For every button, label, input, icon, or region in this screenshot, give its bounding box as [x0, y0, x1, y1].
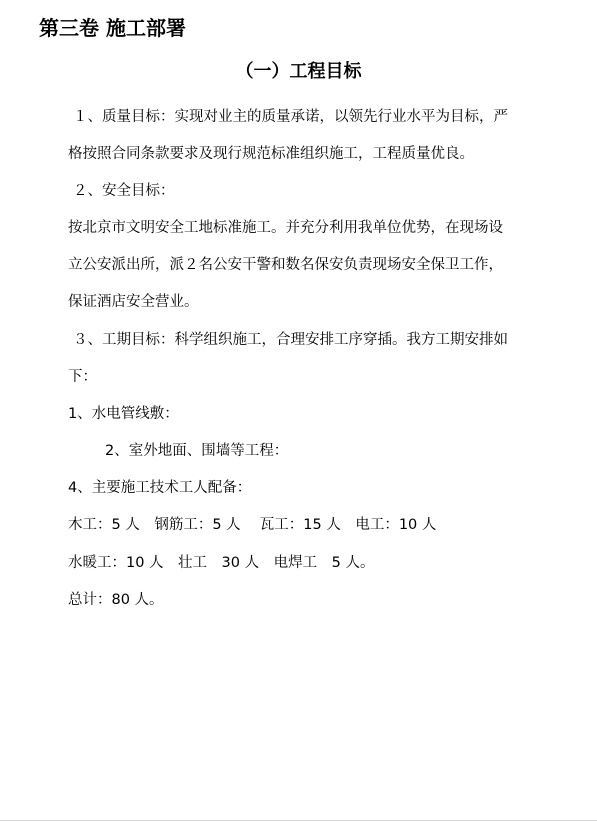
- page-divider: [0, 820, 597, 821]
- volume-title: 第三卷 施工部署: [39, 16, 186, 40]
- schedule-goal-line-2: 下：: [68, 369, 97, 385]
- workforce-heading: 4、主要施工技术工人配备：: [68, 480, 252, 496]
- schedule-item-2: 2、室外地面、围墙等工程：: [105, 443, 289, 459]
- workforce-total: 总计：80 人。: [68, 592, 164, 608]
- quality-goal-line-1: １、质量目标：实现对业主的质量承诺，以领先行业水平为目标，严: [73, 109, 508, 125]
- safety-goal-heading: ２、安全目标：: [73, 183, 175, 199]
- workforce-line-1: 木工：5 人 钢筋工：5 人 瓦工：15 人 电工：10 人: [68, 517, 437, 533]
- quality-goal-line-2: 格按照合同条款要求及现行规范标准组织施工，工程质量优良。: [68, 146, 474, 162]
- safety-goal-line-2: 立公安派出所，派２名公安干警和数名保安负责现场安全保卫工作，: [68, 257, 503, 273]
- workforce-line-2: 水暖工：10 人 壮工 30 人 电焊工 5 人。: [68, 555, 375, 571]
- schedule-item-1: 1、水电管线敷：: [68, 406, 179, 422]
- safety-goal-line-3: 保证酒店安全营业。: [68, 294, 199, 310]
- schedule-goal-line-1: ３、工期目标：科学组织施工，合理安排工序穿插。我方工期安排如: [73, 332, 508, 348]
- safety-goal-line-1: 按北京市文明安全工地标准施工。并充分利用我单位优势，在现场设: [68, 220, 503, 236]
- section-title: （一）工程目标: [235, 61, 362, 82]
